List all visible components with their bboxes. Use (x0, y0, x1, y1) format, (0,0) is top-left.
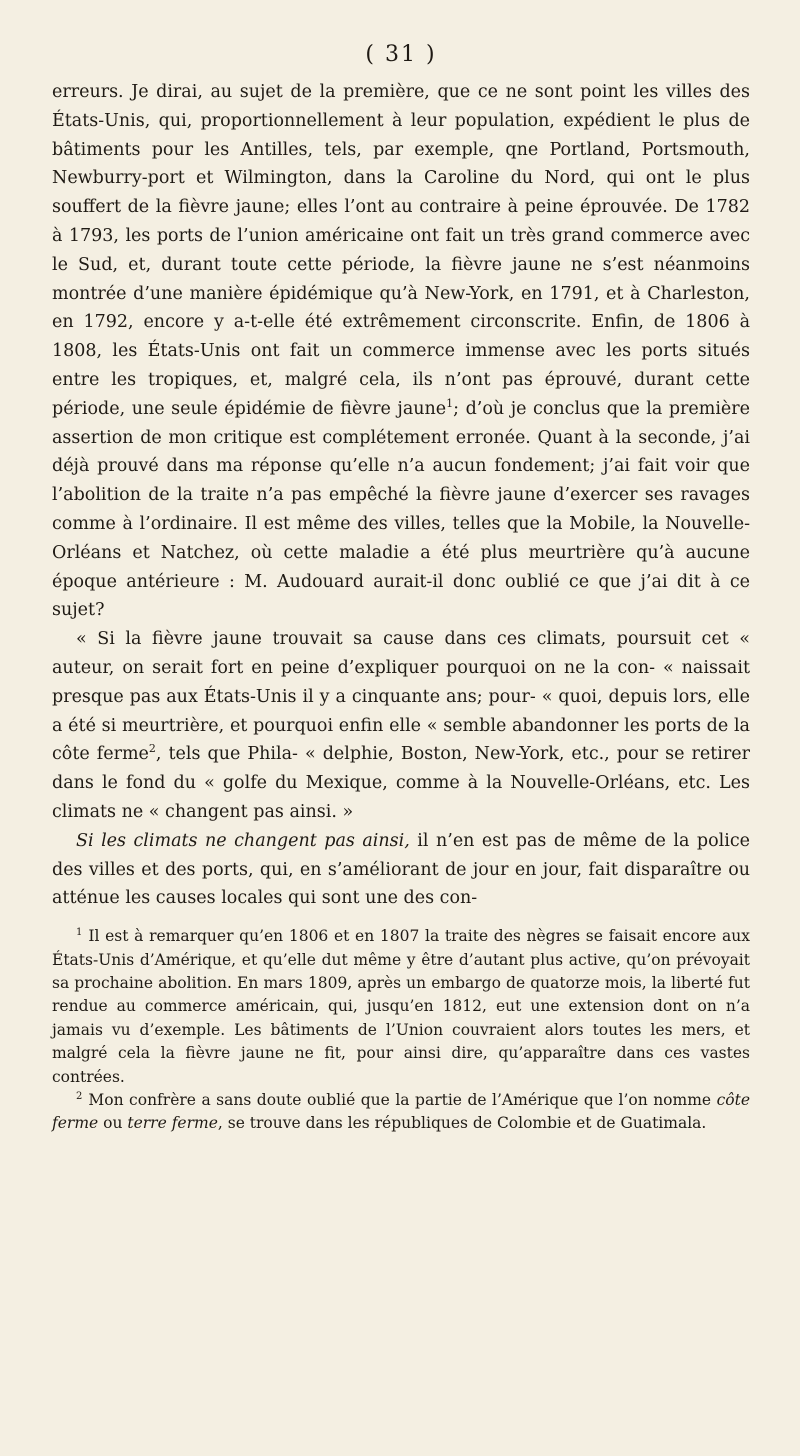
footnote-2-number: 2 (76, 1090, 83, 1102)
paragraph-1-text-b: ; d’où je conclus que la première assertion de mon critique est complétement erronée. Quant à la seconde, j’ai déjà prouvé dans ma réponse qu’elle n’a aucun fondement; j’ai fait voir que l’abolition de la traite n’a pas empêché la fièvre jaune d’exercer ses ravages comme à l’ordinaire. Il est même des villes, telles que la Mobile, la Nouvelle-Orléans et Natchez, où cette maladie a été plus meurtrière qu’à aucune époque antérieure : M. Audouard aurait-il donc oublié ce que j’ai dit à ce sujet? (52, 398, 751, 621)
paragraph-3-italic: Si les climats ne changent pas ainsi, (76, 830, 410, 851)
paragraph-1-text-a: erreurs. Je dirai, au sujet de la première, que ce ne sont point les villes des États-Unis, qui, proportionnellement à leur population, expédient le plus de bâtiments pour les Antilles, tels, par exemple, qne Portland, Portsmouth, Newburry-port et Wilmington, dans la Caroline du Nord, qui ont le plus souffert de la fièvre jaune; elles l’ont au contraire à peine éprouvée. De 1782 à 1793, les ports de l’union américaine ont fait un très grand commerce avec le Sud, et, durant toute cette période, la fièvre jaune ne s’est néanmoins montrée d’une manière épidémique qu’à New-York, en 1791, et à Charleston, en 1792, encore y a-t-elle été extrêmement circonscrite. Enfin, de 1806 à 1808, les États-Unis ont fait un commerce immense avec les ports situés entre les tropiques, et, malgré cela, ils n’ont pas éprouvé, durant cette période, une seule épidémie de fièvre jaune (52, 82, 750, 419)
page-number: ( 31 ) (52, 42, 750, 68)
footnote-2-italic-a: côte ferme (52, 1090, 750, 1133)
footnote-1-number: 1 (76, 926, 83, 938)
body-text (52, 78, 750, 913)
footnote-1-text: Il est à remarquer qu’en 1806 et en 1807 la traite des nègres se faisait encore aux États-Unis d’Amérique, et qu’elle dut même y être d’autant plus active, qu’on prévoyait sa prochaine abolition. En mars 1809, après un embargo de quatorze mois, la liberté fut rendue au commerce américain, qui, jusqu’en 1812, eut une extension dont on n’a jamais vu d’exemple. Les bâtiments de l’Union couvraient alors toutes les mers, et malgré cela la fièvre jaune ne fit, pour ainsi dire, qu’apparaître dans ces vastes contrées. (52, 927, 750, 1086)
paragraph-3 (52, 827, 750, 913)
footnote-2-text-a: Mon confrère a sans doute oublié que la partie de l’Amérique que l’on nomme (88, 1090, 717, 1109)
footnote-2-text-b: ou (98, 1114, 128, 1133)
paragraph-1 (52, 78, 750, 625)
paragraph-2-text-b: , tels que Phila- « delphie, Boston, New-York, etc., pour se retirer dans le fond du « golfe du Mexique, comme à la Nouvelle-Orléans, etc. Les climats ne « changent pas ainsi. » (52, 744, 750, 822)
footnote-2 (52, 1089, 750, 1136)
paragraph-3-text: il n’en est pas de même de la police des villes et des ports, qui, en s’améliorant de jour en jour, fait disparaître ou atténue les causes locales qui sont une des con- (52, 830, 750, 909)
footnote-ref-2: 2 (148, 742, 156, 756)
footnote-1 (52, 925, 750, 1089)
footnotes (52, 925, 750, 1136)
footnote-ref-1: 1 (446, 396, 454, 410)
paragraph-2-quote (52, 625, 750, 827)
footnote-2-italic-b: terre ferme (127, 1114, 218, 1133)
footnote-2-text-c: , se trouve dans les républiques de Colombie et de Guatimala. (217, 1114, 707, 1133)
paragraph-2-text-a: « Si la fièvre jaune trouvait sa cause dans ces climats, poursuit cet « auteur, on serait fort en peine d’expliquer pourquoi on ne la con- « naissait presque pas aux États-Unis il y a cinquante ans; pour- « quoi, depuis lors, elle a été si meurtrière, et pourquoi enfin elle « semble abandonner les ports de la côte ferme (52, 629, 750, 765)
